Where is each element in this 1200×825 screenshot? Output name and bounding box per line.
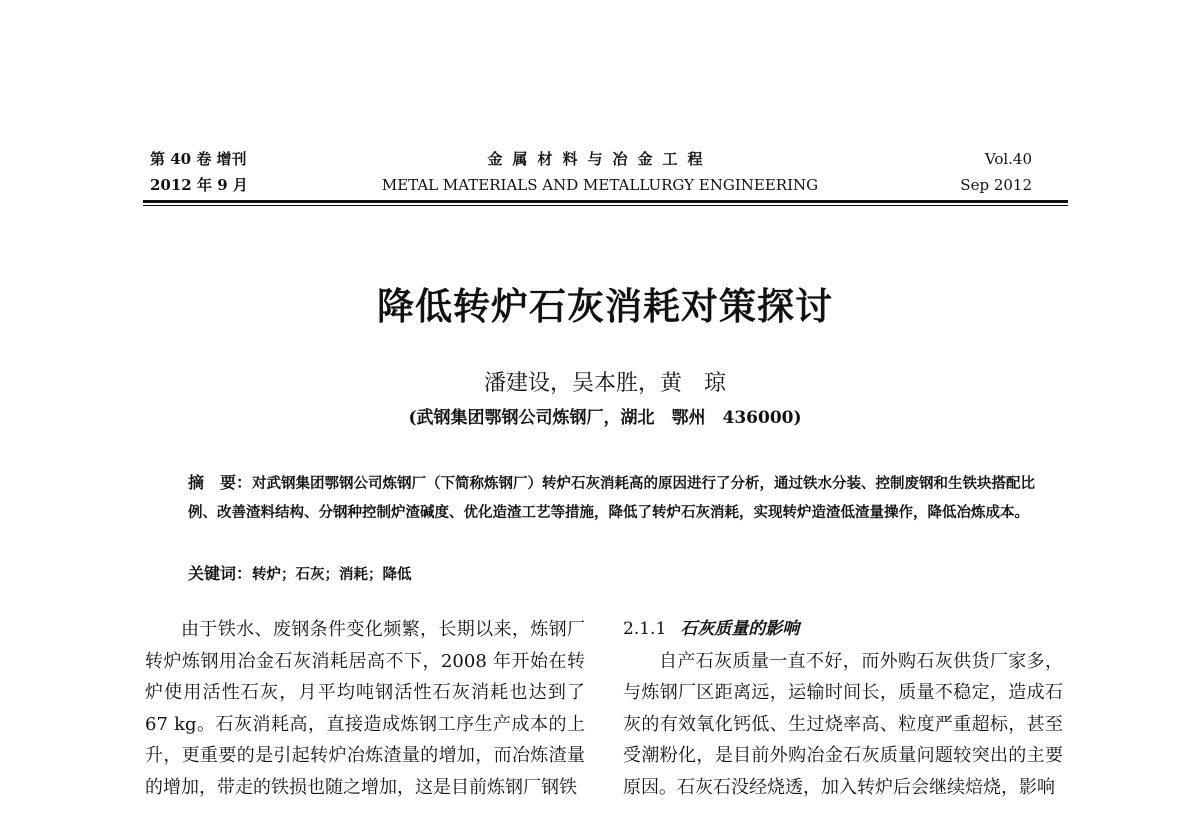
section-number: 2.1.1 — [623, 619, 667, 639]
keywords-text: 转炉；石灰；消耗；降低 — [252, 567, 412, 583]
header-right — [960, 146, 1032, 198]
keywords — [188, 559, 1038, 590]
section-title: 石灰质量的影响 — [680, 619, 800, 639]
intro-paragraph: 由于铁水、废钢条件变化频繁，长期以来，炼钢厂转炉炼钢用冶金石灰消耗居高不下，2008 年开始在转炉使用活性石灰，月平均吨钢活性石灰消耗也达到了 67 kg。石灰消耗高，直接造成炼钢工序生产成本的上升，更重要的是引起转炉冶炼渣量的增加，而冶炼渣量的增加，带走的铁损也随之增加，这是目前炼钢厂钢铁 — [145, 619, 585, 798]
header-left — [150, 146, 248, 198]
body-column-left — [145, 614, 585, 803]
header-center — [340, 146, 860, 198]
volume-info: 第 40 卷 增刊 — [150, 150, 247, 168]
journal-name-en: METAL MATERIALS AND METALLURGY ENGINEERING — [381, 176, 819, 194]
section-heading — [623, 614, 1063, 646]
abstract-text: 对武钢集团鄂钢公司炼钢厂（下简称炼钢厂）转炉石灰消耗高的原因进行了分析，通过铁水分装、控制废钢和生铁块搭配比例、改善渣料结构、分钢种控制炉渣碱度、优化造渣工艺等措施，降低了转炉石灰消耗，实现转炉造渣低渣量操作，降低冶炼成本。 — [188, 476, 1036, 521]
header-rule-thin — [143, 205, 1068, 206]
volume-en: Vol.40 — [984, 150, 1032, 168]
body-column-right — [623, 614, 1063, 803]
issue-date: 2012 年 9 月 — [150, 176, 248, 194]
header-rule-thick — [143, 200, 1068, 203]
section-paragraph: 自产石灰质量一直不好，而外购石灰供货厂家多，与炼钢厂区距离远，运输时间长，质量不稳定，造成石灰的有效氧化钙低、生过烧率高、粒度严重超标，甚至受潮粉化，是目前外购冶金石灰质量问题较突出的主要原因。石灰石没经烧透，加入转炉后会继续焙烧，影响 — [623, 650, 1063, 798]
abstract — [188, 468, 1038, 528]
abstract-label: 摘 要： — [188, 473, 253, 492]
affiliation: (武钢集团鄂钢公司炼钢厂，湖北 鄂州 436000) — [408, 408, 802, 428]
authors: 潘建设，吴本胜，黄 琼 — [483, 371, 726, 396]
paper-title: 降低转炉石灰消耗对策探讨 — [377, 285, 833, 328]
journal-name-cn: 金属材料与冶金工程 — [487, 150, 713, 168]
keywords-label: 关键词： — [188, 564, 253, 583]
date-en: Sep 2012 — [960, 176, 1032, 194]
